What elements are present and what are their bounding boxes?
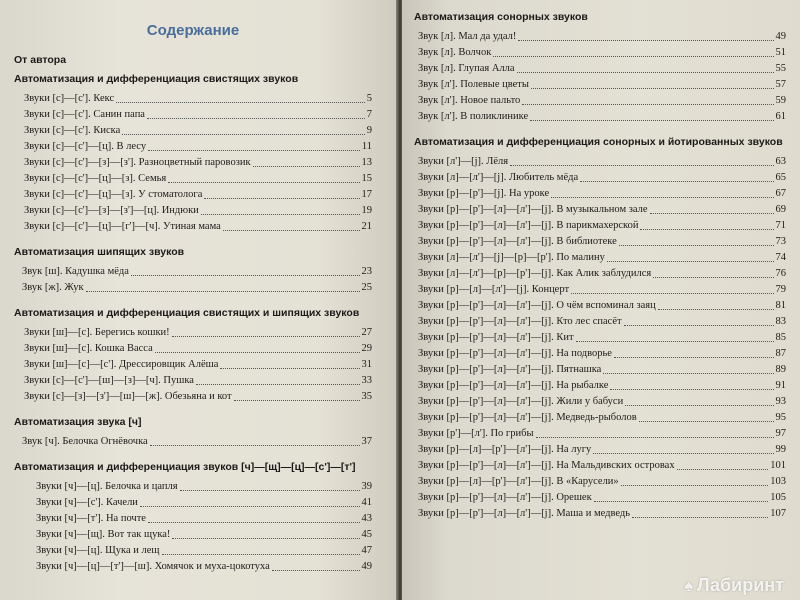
toc-entry[interactable] [414,298,786,314]
toc-entry[interactable] [414,218,786,234]
toc-entry[interactable] [14,219,372,235]
page-number: 71 [775,220,786,231]
dot-leader [593,453,773,454]
toc-section [14,245,372,296]
toc-entry[interactable] [14,511,372,527]
toc-entry[interactable] [14,527,372,543]
page-number: 39 [361,481,372,492]
page-number: 7 [366,109,372,120]
entry-title: Звуки [с]—[с']. Киска [24,125,121,136]
right-toc [414,10,786,522]
entry-title: Звуки [р]—[р']—[л]—[л']—[j]. Пятнашка [418,364,602,375]
toc-entry[interactable] [14,543,372,559]
left-toc [14,53,372,575]
toc-entry[interactable] [414,186,786,202]
entry-title: Звуки [р]—[р']—[л]—[л']—[j]. В библиотеке [418,236,617,247]
page-number: 95 [775,412,786,423]
page-number: 29 [361,343,372,354]
dot-leader [155,352,360,353]
page-number: 69 [775,204,786,215]
entry-title: Звуки [л]—[л']—[р]—[р']—[j]. Как Алик заблудился [418,268,652,279]
dot-leader [223,230,360,231]
entry-title: Звуки [с]—[с']—[з]—[з']. Разноцветный паровозик [24,157,251,168]
page-number: 59 [775,95,786,106]
toc-entry[interactable] [414,202,786,218]
dot-leader [677,469,769,470]
dot-leader [650,213,774,214]
dot-leader [180,490,360,491]
dot-leader [658,309,774,310]
page-number: 67 [775,188,786,199]
dot-leader [204,198,359,199]
page-number: 74 [775,252,786,263]
entry-title: Звуки [с]—[с']. Санин папа [24,109,145,120]
toc-entry[interactable] [414,250,786,266]
page-number: 87 [775,348,786,359]
toc-entry[interactable] [414,170,786,186]
toc-entry[interactable] [414,346,786,362]
toc-entry[interactable] [414,394,786,410]
dot-leader [580,181,773,182]
dot-leader [610,389,773,390]
entry-title: Звуки [р]—[р']—[л]—[л']—[j]. Орешек [418,492,592,503]
toc-entry[interactable] [414,458,786,474]
entry-title: Звуки [л']—[j]. Лёля [418,156,509,167]
toc-entry[interactable] [14,559,372,575]
entry-title: Звуки [ч]—[ц]. Щука и лещ [36,545,160,556]
dot-leader [625,405,773,406]
entry-title: Звуки [с]—[с']. Кекс [24,93,115,104]
entry-title: Звуки [ч]—[с']. Качели [36,497,138,508]
page-number: 49 [775,31,786,42]
page-number: 17 [361,189,372,200]
right-page [402,0,800,600]
entry-title: Звуки [р]—[л]—[р']—[л']—[j]. В «Карусели» [418,476,619,487]
dot-leader [253,166,360,167]
dot-leader [172,538,359,539]
dot-leader [517,72,774,73]
dot-leader [272,570,360,571]
entry-title: Звуки [ч]—[т']. На почте [36,513,146,524]
toc-entry[interactable] [14,187,372,203]
toc-entry[interactable] [414,282,786,298]
dot-leader [551,197,773,198]
page-number: 37 [361,436,372,447]
entry-title: Звук [ч]. Белочка Огнёвочка [22,436,148,447]
entry-title: Звук [л']. Новое пальто [418,95,521,106]
dot-leader [640,229,773,230]
dot-leader [522,104,773,105]
entry-title: Звуки [с]—[с']—[ц]. В лесу [24,141,147,152]
dot-leader [493,56,773,57]
page-number: 15 [361,173,372,184]
section-heading: Автоматизация шипящих звуков [14,246,185,258]
toc-entry[interactable] [14,357,372,373]
dot-leader [147,118,365,119]
toc-entry[interactable] [14,171,372,187]
entry-title: Звуки [с]—[с']—[ц]—[г']—[ч]. Утиная мама [24,221,221,232]
entry-title: Звук [л]. Мал да удал! [418,31,517,42]
page-number: 33 [361,375,372,386]
entry-title: Звуки [ч]—[ц]—[т']—[ш]. Хомячок и муха-цокотуха [36,561,270,572]
entry-title: Звуки [р]—[р']—[л]—[л']—[j]. В музыкальном зале [418,204,648,215]
entry-title: Звуки [с]—[с']—[ц]—[з]. У стоматолога [24,189,203,200]
dot-leader [148,522,360,523]
page-number: 76 [775,268,786,279]
dot-leader [632,517,768,518]
toc-section [414,10,786,125]
watermark-text: Лабиринт [696,575,784,595]
entry-title: Звук [л]. Глупая Алла [418,63,515,74]
page-number: 19 [361,205,372,216]
page-number: 51 [775,47,786,58]
dot-leader [531,88,774,89]
dot-leader [530,120,773,121]
dot-leader [603,373,773,374]
toc-entry[interactable] [414,109,786,125]
toc-entry[interactable] [414,378,786,394]
toc-section [14,72,372,235]
toc-entry[interactable] [14,264,372,280]
page-number: 99 [775,444,786,455]
entry-title: Звуки [р]—[л]—[л']—[j]. Концерт [418,284,570,295]
dot-leader [607,261,774,262]
entry-title: Звук [л']. В поликлинике [418,111,529,122]
page-number: 47 [361,545,372,556]
toc-section [414,135,786,522]
dot-leader [621,485,769,486]
page-number: 65 [775,172,786,183]
toc-entry[interactable] [414,61,786,77]
page-number: 23 [361,266,372,277]
dot-leader [536,437,774,438]
entry-title: Звуки [р]—[р']—[л]—[л']—[j]. О чём вспоминал заяц [418,300,656,311]
entry-title: Звуки [с]—[с']—[ш]—[з]—[ч]. Пушка [24,375,194,386]
toc-entry[interactable] [414,234,786,250]
page-number: 73 [775,236,786,247]
entry-title: Звуки [р]—[р']—[л]—[л']—[j]. На подворье [418,348,612,359]
toc-entry[interactable] [14,325,372,341]
dot-leader [220,368,359,369]
toc-entry[interactable] [14,373,372,389]
page-number: 63 [775,156,786,167]
toc-entry[interactable] [414,93,786,109]
toc-entry[interactable] [414,314,786,330]
page-number: 21 [361,221,372,232]
dot-leader [162,554,360,555]
section-heading: Автоматизация сонорных звуков [414,11,588,23]
toc-entry[interactable] [414,474,786,490]
dot-leader [576,341,774,342]
page-number: 105 [770,492,786,503]
section-heading: От автора [14,54,67,66]
entry-title: Звуки [л]—[л']—[j]—[р]—[р']. По малину [418,252,605,263]
toc-entry[interactable] [14,91,372,107]
toc-entry[interactable] [14,495,372,511]
toc-entry[interactable] [414,410,786,426]
entry-title: Звуки [с]—[с']—[ц]—[з]. Семья [24,173,167,184]
dot-leader [653,277,773,278]
dot-leader [201,214,360,215]
labyrinth-logo-icon: ♠ [684,578,693,595]
dot-leader [116,102,365,103]
toc-entry[interactable] [14,203,372,219]
page-number: 57 [775,79,786,90]
page-number: 45 [361,529,372,540]
dot-leader [619,245,774,246]
page-number: 27 [361,327,372,338]
toc-section [14,306,372,405]
dot-leader [510,165,773,166]
entry-title: Звуки [ч]—[ц]. Белочка и цапля [36,481,178,492]
toc-section [14,415,372,450]
dot-leader [148,150,360,151]
page-number: 13 [361,157,372,168]
page-number: 25 [361,282,372,293]
page-number: 83 [775,316,786,327]
section-heading: Автоматизация и дифференциация свистящих звуков [14,73,299,85]
dot-leader [614,357,774,358]
page-number: 101 [770,460,786,471]
dot-leader [594,501,769,502]
page-number: 97 [775,428,786,439]
toc-entry[interactable] [14,280,372,296]
toc-entry[interactable] [414,442,786,458]
entry-title: Звуки [р]—[р']—[л]—[л']—[j]. Медведь-рыболов [418,412,637,423]
section-heading: Автоматизация и дифференциация свистящих и шипящих звуков [14,307,360,319]
page-number: 91 [775,380,786,391]
page-title: Содержание [146,22,240,39]
toc-entry[interactable] [14,434,372,450]
toc-entry[interactable] [414,490,786,506]
toc-entry[interactable] [414,330,786,346]
toc-entry[interactable] [414,362,786,378]
left-page [0,0,398,600]
toc-entry[interactable] [414,77,786,93]
toc-entry[interactable] [414,45,786,61]
toc-entry[interactable] [14,479,372,495]
entry-title: Звуки [р]—[р']—[j]. На уроке [418,188,550,199]
entry-title: Звук [ш]. Кадушка мёда [22,266,129,277]
entry-title: Звуки [ч]—[щ]. Вот так щука! [36,529,171,540]
toc-entry[interactable] [14,123,372,139]
page-number: 49 [361,561,372,572]
entry-title: Звуки [р']—[л']. По грибы [418,428,534,439]
dot-leader [122,134,364,135]
page-number: 89 [775,364,786,375]
section-heading: Автоматизация звука [ч] [14,416,142,428]
dot-leader [518,40,773,41]
page-number: 103 [770,476,786,487]
dot-leader [131,275,360,276]
toc-entry[interactable] [414,426,786,442]
entry-title: Звуки [р]—[л]—[р']—[л']—[j]. На лугу [418,444,592,455]
toc-entry[interactable] [414,29,786,45]
page-number: 61 [775,111,786,122]
dot-leader [196,384,360,385]
toc-entry[interactable] [14,341,372,357]
dot-leader [639,421,774,422]
page-number: 41 [361,497,372,508]
entry-title: Звуки [с]—[з]—[з']—[ш]—[ж]. Обезьяна и кот [24,391,232,402]
entry-title: Звуки [р]—[р']—[л]—[л']—[j]. В парикмахерской [418,220,639,231]
entry-title: Звуки [ш]—[с]. Кошка Васса [24,343,153,354]
toc-section [14,53,372,68]
page-number: 35 [361,391,372,402]
page-number: 5 [366,93,372,104]
page-number: 9 [366,125,372,136]
toc-section [14,460,372,575]
toc-entry[interactable] [414,506,786,522]
entry-title: Звуки [л]—[л']—[j]. Любитель мёда [418,172,579,183]
page-number: 79 [775,284,786,295]
entry-title: Звуки [р]—[р']—[л]—[л']—[j]. Кто лес спасёт [418,316,622,327]
entry-title: Звуки [р]—[р']—[л]—[л']—[j]. Маша и медведь [418,508,631,519]
entry-title: Звуки [ш]—[с]—[с']. Дрессировщик Алёша [24,359,219,370]
toc-entry[interactable] [14,107,372,123]
entry-title: Звуки [р]—[р']—[л]—[л']—[j]. Жили у бабуси [418,396,624,407]
entry-title: Звуки [с]—[с']—[з]—[з']—[ц]. Индюки [24,205,199,216]
dot-leader [234,400,360,401]
page-number: 43 [361,513,372,524]
dot-leader [172,336,360,337]
dot-leader [624,325,774,326]
page-number: 55 [775,63,786,74]
entry-title: Звуки [р]—[р']—[л]—[л']—[j]. Кит [418,332,574,343]
toc-entry[interactable] [14,155,372,171]
dot-leader [140,506,360,507]
entry-title: Звук [л]. Волчок [418,47,492,58]
section-heading: Автоматизация и дифференциация сонорных и йотированных звуков [414,136,783,148]
toc-entry[interactable] [414,154,786,170]
page-number: 107 [770,508,786,519]
toc-entry[interactable] [14,139,372,155]
entry-title: Звуки [р]—[р']—[л]—[л']—[j]. На рыбалке [418,380,609,391]
entry-title: Звук [ж]. Жук [22,282,84,293]
dot-leader [150,445,360,446]
page-number: 85 [775,332,786,343]
entry-title: Звук [л']. Полевые цветы [418,79,529,90]
dot-leader [571,293,773,294]
toc-entry[interactable] [14,389,372,405]
dot-leader [86,291,360,292]
entry-title: Звуки [ш]—[с]. Берегись кошки! [24,327,170,338]
toc-entry[interactable] [414,266,786,282]
dot-leader [168,182,359,183]
page-number: 31 [361,359,372,370]
section-heading: Автоматизация и дифференциация звуков [ч]—[щ]—[ц]—[с']—[т'] [14,461,356,473]
page-number: 93 [775,396,786,407]
page-number: 81 [775,300,786,311]
watermark [684,575,784,596]
entry-title: Звуки [р]—[р']—[л]—[л']—[j]. На Мальдивских островах [418,460,675,471]
page-number: 11 [361,141,372,152]
